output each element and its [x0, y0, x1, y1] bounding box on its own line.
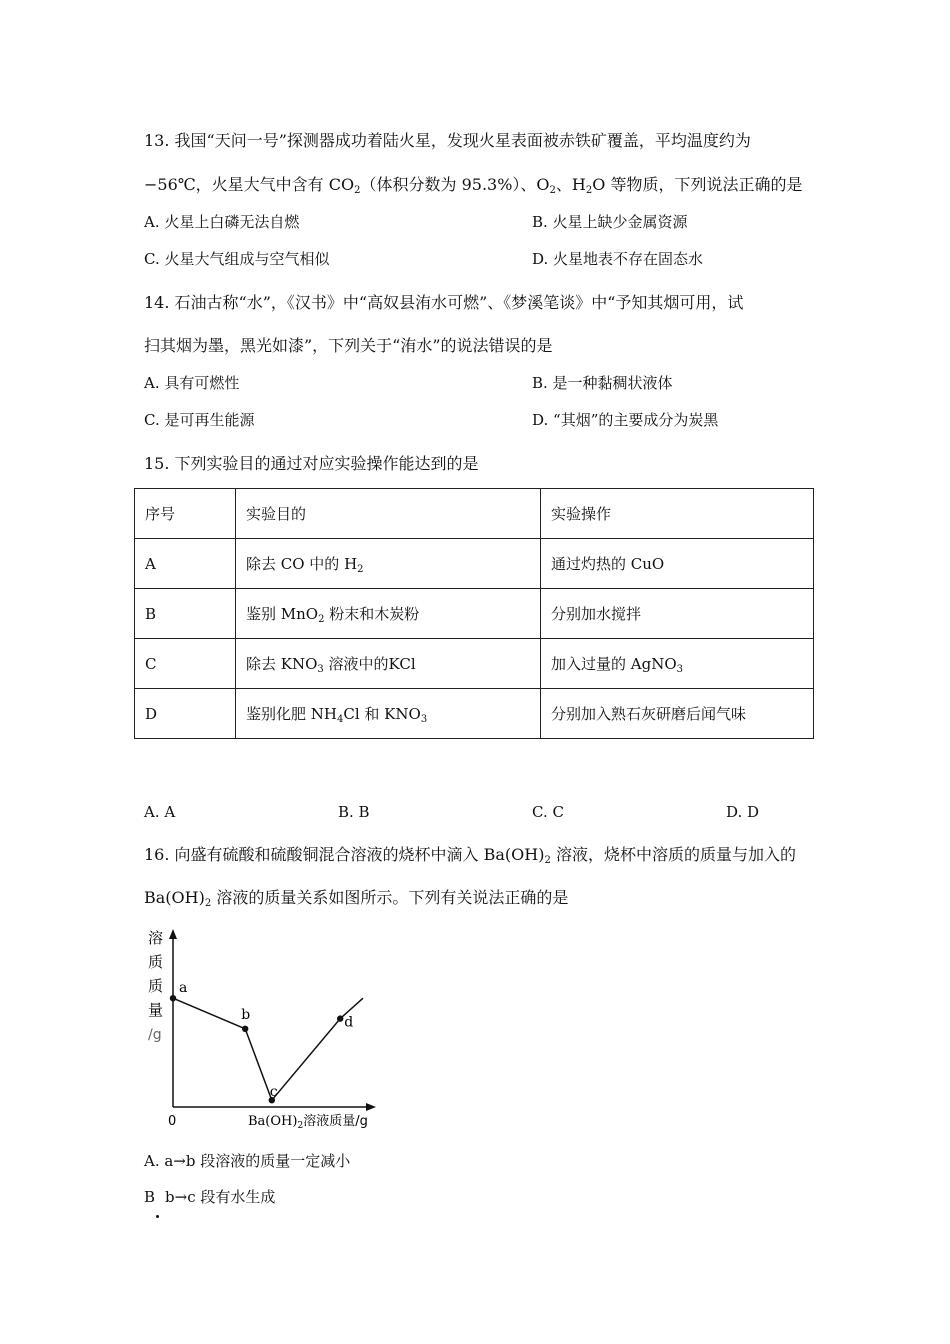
- q14-option-a: A. 具有可燃性: [144, 374, 240, 392]
- q15-option-c: C. C: [532, 803, 564, 821]
- table-header-row: [135, 489, 814, 539]
- q16-stem-line1: 16. 向盛有硫酸和硫酸铜混合溶液的烧杯中滴入 $Ba(OH)_2$ 溶液，烧杯中溶质的质量与加入的: [144, 845, 796, 866]
- origin-label: 0: [168, 1114, 177, 1129]
- q13-option-d: D. 火星地表不存在固态水: [532, 250, 704, 268]
- q16-option-a: A. a→b 段溶液的质量一定减小: [144, 1152, 351, 1170]
- x-axis-arrow: [366, 1103, 376, 1111]
- q13-stem-line2: −56℃，火星大气中含有 $CO_2$（体积分数为 95.3%）、$O_2$、$H_2O$ 等物质，下列说法正确的是: [144, 175, 803, 196]
- row-operation: 分别加入熟石灰研磨后闻气味: [541, 689, 814, 739]
- row-id: B: [135, 589, 236, 639]
- table-row: [135, 689, 814, 739]
- q16-option-b: B b→c 段有水生成: [144, 1188, 276, 1206]
- point-label-c: c: [269, 1084, 278, 1101]
- solute-mass-chart: [140, 925, 410, 1135]
- y-axis-arrow: [169, 929, 177, 939]
- xlabel: $Ba(OH)_2$溶液质量/g: [248, 1114, 368, 1131]
- header-cell-operation: 实验操作: [541, 489, 814, 539]
- row-goal: 除去 $KNO_3$ 溶液中的KCl: [236, 639, 541, 689]
- q15-option-d: D. D: [726, 803, 760, 821]
- row-id: C: [135, 639, 236, 689]
- q15-option-b: B. B: [338, 803, 370, 821]
- point-b: [242, 1026, 248, 1032]
- q15-stem: 15. 下列实验目的通过对应实验操作能达到的是: [144, 454, 479, 473]
- q13-option-c: C. 火星大气组成与空气相似: [144, 250, 330, 268]
- row-id: A: [135, 539, 236, 589]
- point-a: [170, 995, 176, 1001]
- row-operation: 分别加水搅拌: [541, 589, 814, 639]
- series-line: [173, 998, 363, 1100]
- point-d: [337, 1015, 343, 1021]
- row-goal: 鉴别 MnO$_2$ 粉末和木炭粉: [236, 589, 541, 639]
- row-id: D: [135, 689, 236, 739]
- q15-option-a: A. A: [144, 803, 176, 821]
- ylabel-unit: /g: [148, 1027, 162, 1043]
- table-row: [135, 639, 814, 689]
- q13-stem-line1: 13. 我国“天问一号”探测器成功着陆火星，发现火星表面被赤铁矿覆盖，平均温度约为: [144, 131, 751, 150]
- q14-stem-line2: 扫其烟为墨，黑光如漆”，下列关于“洧水”的说法错误的是: [144, 336, 553, 355]
- ylabel-char: 量: [148, 1001, 164, 1019]
- q14-option-b: B. 是一种黏稠状液体: [532, 374, 673, 392]
- q14-stem-line1: 14. 石油古称“水”，《汉书》中“高奴县洧水可燃”、《梦溪笔谈》中“予知其烟可用，试: [144, 293, 744, 312]
- q13-option-a: A. 火星上白磷无法自燃: [144, 213, 300, 231]
- row-operation: 加入过量的 AgNO$_3$: [541, 639, 814, 689]
- row-goal: 鉴别化肥 $NH_4Cl$ 和 $KNO_3$: [236, 689, 541, 739]
- table-row: [135, 589, 814, 639]
- header-cell-goal: 实验目的: [236, 489, 541, 539]
- table-row: [135, 539, 814, 589]
- point-label-a: a: [179, 980, 188, 997]
- decorative-dot: [156, 1215, 159, 1218]
- q16-stem-line2: $Ba(OH)_2$ 溶液的质量关系如图所示。下列有关说法正确的是: [144, 888, 569, 909]
- row-operation: 通过灼热的 CuO: [541, 539, 814, 589]
- q14-option-c: C. 是可再生能源: [144, 411, 255, 429]
- ylabel-char: 溶: [148, 929, 164, 947]
- q14-option-d: D. “其烟”的主要成分为炭黑: [532, 411, 719, 429]
- row-goal: 除去 CO 中的 $H_2$: [236, 539, 541, 589]
- header-cell-id: 序号: [135, 489, 236, 539]
- experiment-table: [134, 488, 814, 739]
- ylabel-char: 质: [148, 953, 164, 971]
- point-label-d: d: [344, 1014, 354, 1031]
- q13-option-b: B. 火星上缺少金属资源: [532, 213, 688, 231]
- ylabel-char: 质: [148, 977, 164, 995]
- point-label-b: b: [241, 1006, 251, 1023]
